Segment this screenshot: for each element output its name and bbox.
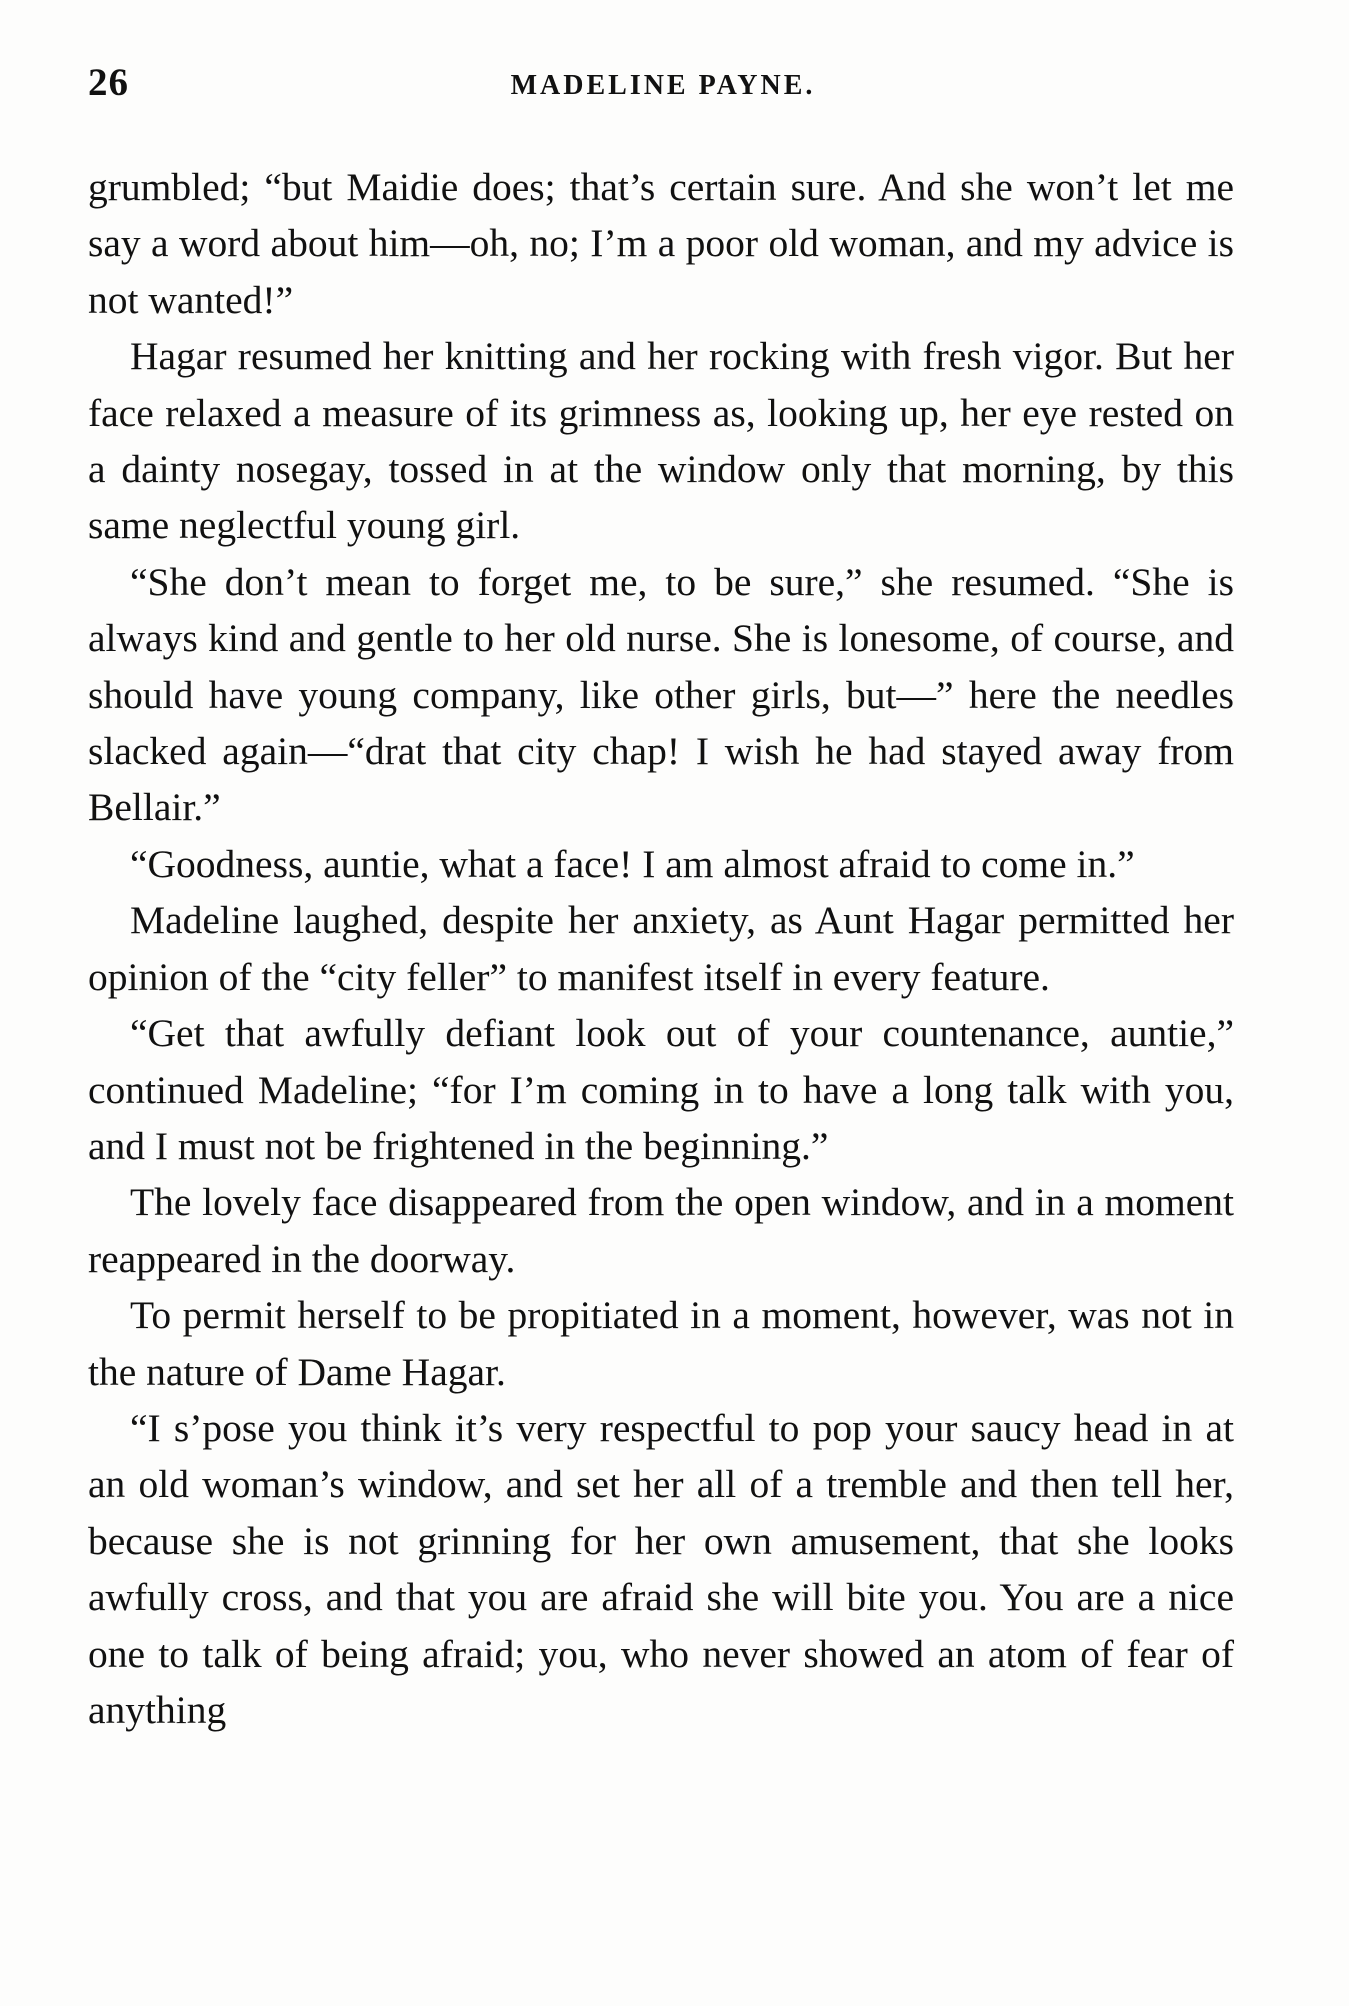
page-number: 26	[88, 61, 129, 104]
paragraph: “I s’pose you think it’s very respectful to pop your saucy head in at an old woman’s window, and set her all of a tremble and then tell her, because she is not grinning for her own amusement, that she looks awfully cross, and that you are afraid she will bite you. You are a nice one to talk of being afraid; you, who never showed an atom of fear of anything	[88, 1405, 1234, 1732]
page-header	[88, 60, 1238, 120]
paragraph: “Get that awfully defiant look out of your countenance, auntie,” continued Madeline; “for I’m coming in to have a long talk with you, and I must not be frightened in the beginning.”	[88, 1011, 1234, 1168]
running-head: MADELINE PAYNE.	[510, 70, 816, 101]
paragraph: grumbled; “but Maidie does; that’s certain sure. And she won’t let me say a word about him—oh, no; I’m a poor old woman, and my advice is not wanted!”	[88, 165, 1234, 322]
paragraph: “Goodness, auntie, what a face! I am almost afraid to come in.”	[130, 841, 1135, 886]
body-text	[88, 159, 1234, 1738]
paragraph: Hagar resumed her knitting and her rocking with fresh vigor. But her face relaxed a measure of its grimness as, looking up, her eye rested on a dainty nosegay, tossed in at the window only that morning, by this same neglectful young girl.	[88, 334, 1234, 548]
paragraph: The lovely face disappeared from the open window, and in a moment reappeared in the doorway.	[88, 1180, 1234, 1281]
paragraph: Madeline laughed, despite her anxiety, as Aunt Hagar permitted her opinion of the “city feller” to manifest itself in every feature.	[88, 898, 1234, 999]
paragraph: “She don’t mean to forget me, to be sure,” she resumed. “She is always kind and gentle to her old nurse. She is lonesome, of course, and should have young company, like other girls, but—” here the needles slacked again—“drat that city chap! I wish he had stayed away from Bellair.”	[88, 559, 1234, 830]
paragraph: To permit herself to be propitiated in a moment, however, was not in the nature of Dame Hagar.	[88, 1293, 1234, 1394]
